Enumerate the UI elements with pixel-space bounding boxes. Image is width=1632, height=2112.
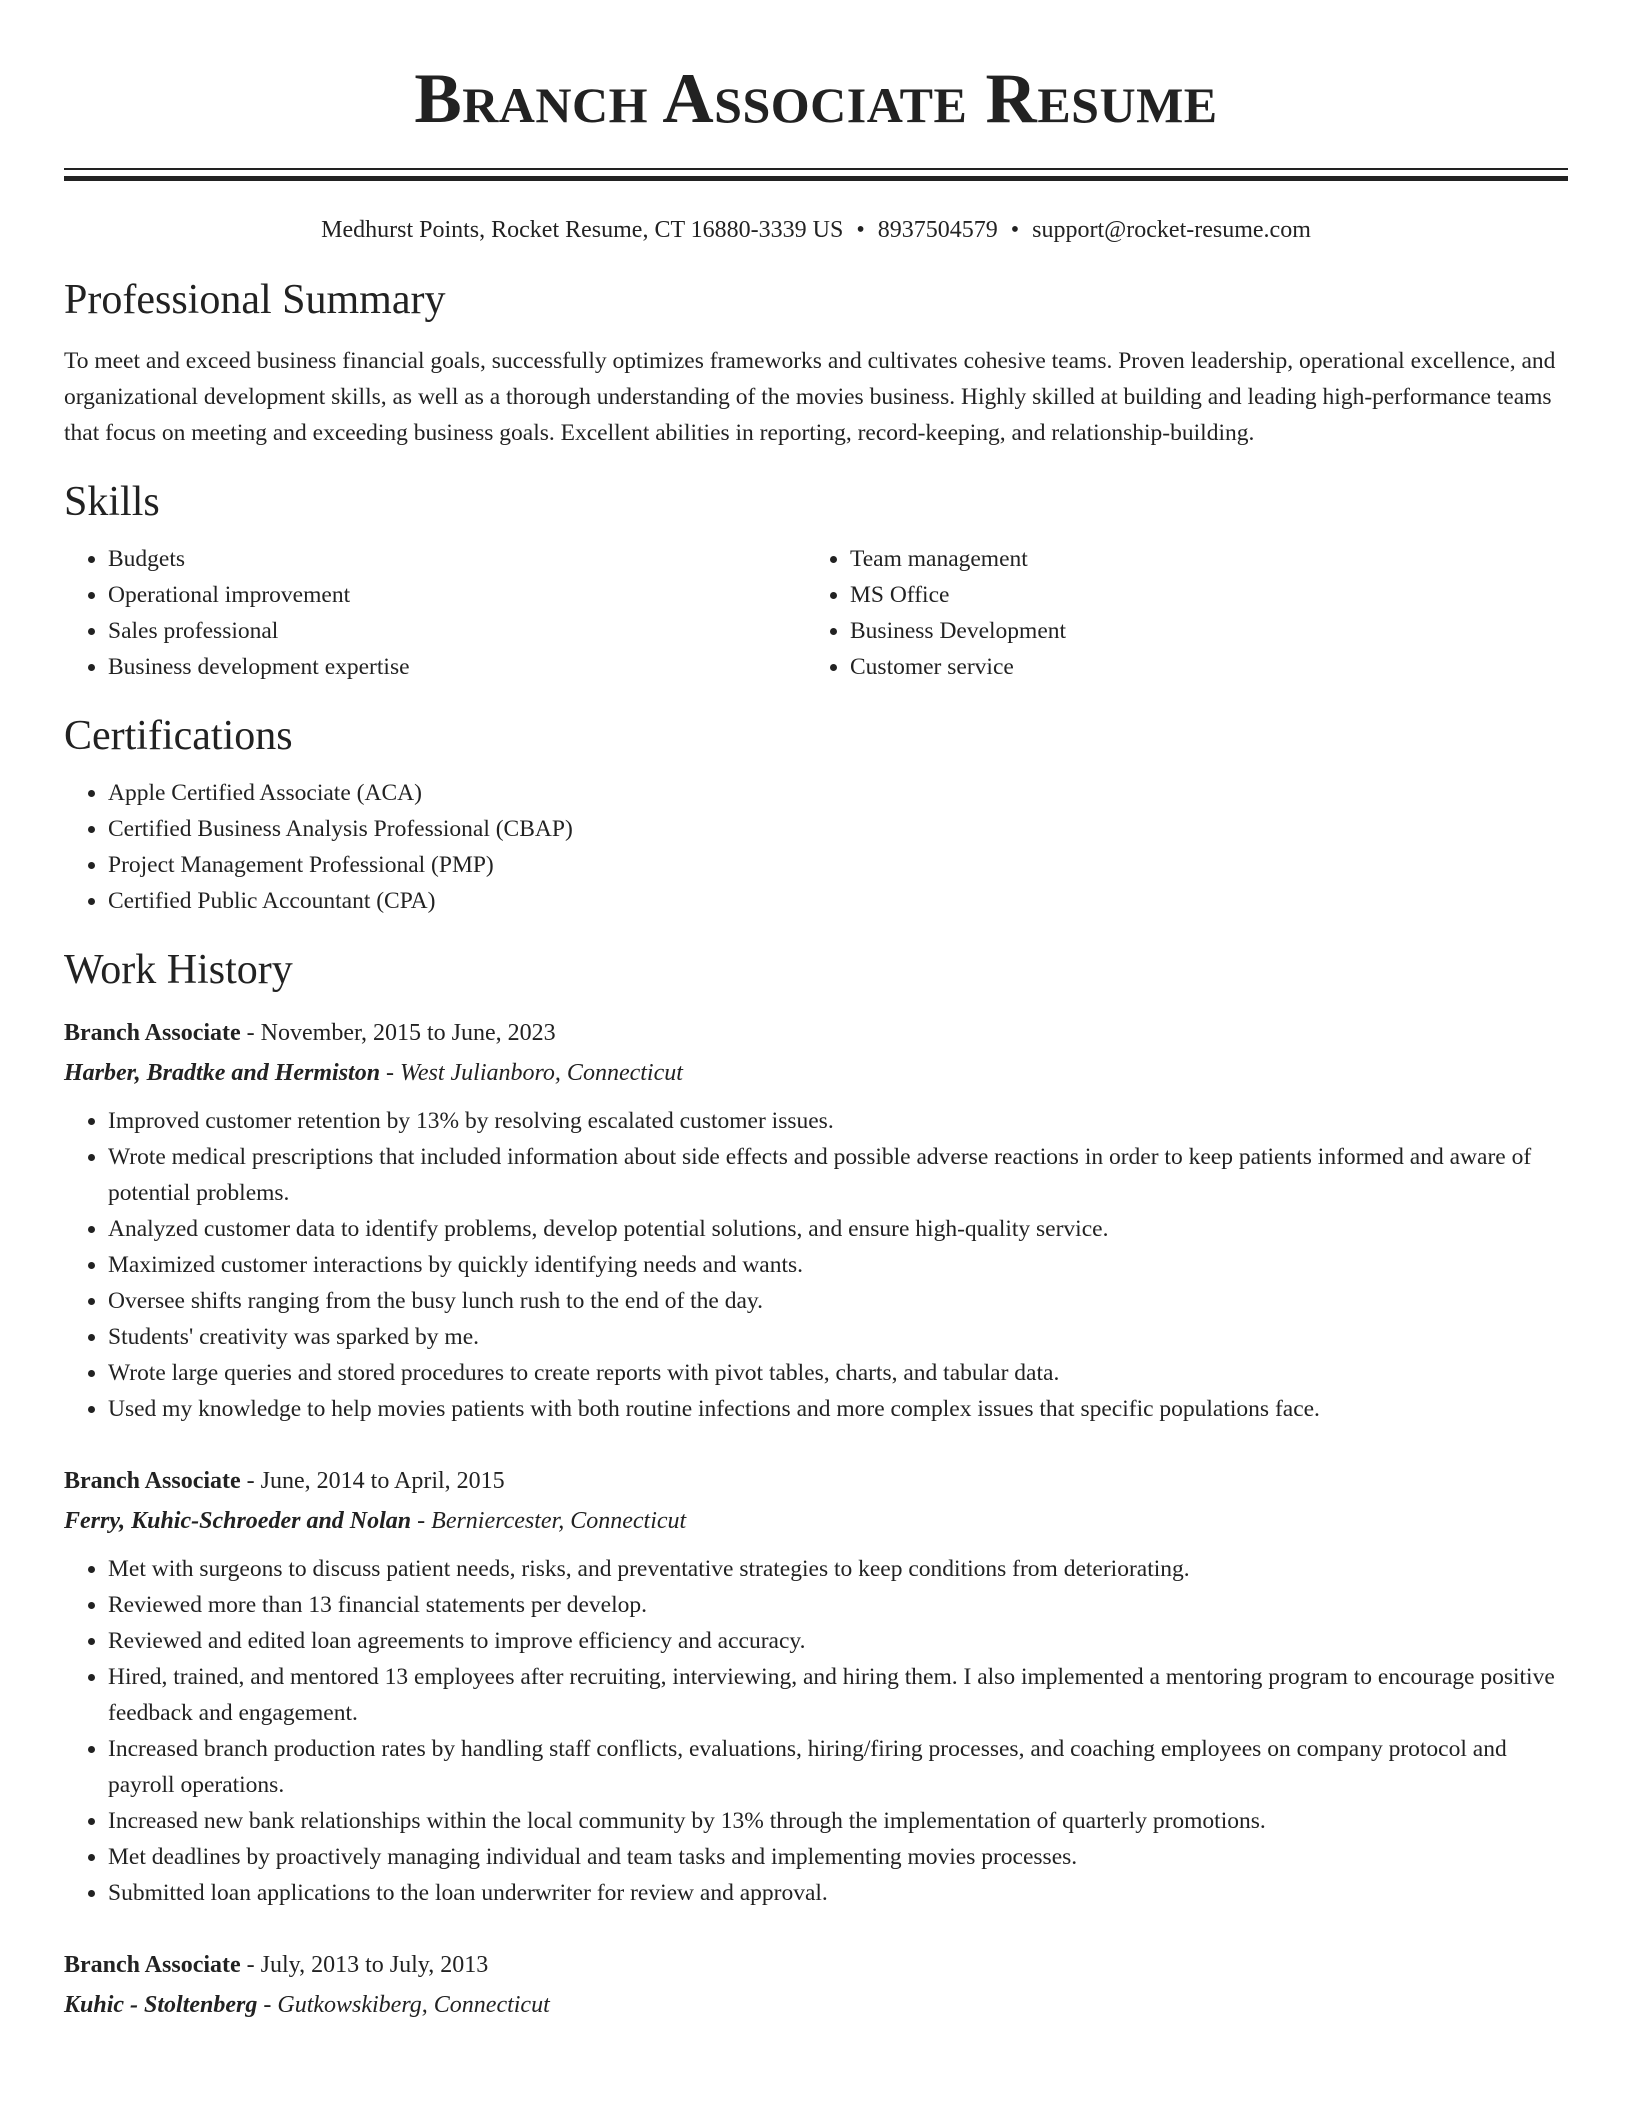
contact-address: Medhurst Points, Rocket Resume, CT 16880-3339 US bbox=[321, 217, 844, 243]
skill-item: • Customer service bbox=[850, 649, 1548, 685]
title-divider-thin bbox=[64, 168, 1568, 170]
job-bullets bbox=[64, 1103, 1568, 1427]
certifications-section bbox=[64, 711, 1568, 919]
job-entry bbox=[64, 1945, 1568, 2025]
job-dates: July, 2013 to July, 2013 bbox=[260, 1952, 489, 1978]
job-title-line: Branch Associate - June, 2014 to April, 2015 bbox=[64, 1468, 505, 1494]
job-company-line: Harber, Bradtke and Hermiston - West Julianboro, Connecticut bbox=[64, 1060, 683, 1086]
job-location: Gutkowskiberg, Connecticut bbox=[277, 1992, 550, 2018]
resume-page bbox=[64, 0, 1568, 2025]
skill-item: • Business Development bbox=[850, 613, 1548, 649]
page-title: Branch Associate Resume bbox=[414, 60, 1218, 138]
skills-list-left bbox=[64, 541, 806, 685]
job-bullet: • Increased branch production rates by handling staff conflicts, evaluations, hiring/firing processes, and coaching employees on company protocol and payroll operations. bbox=[108, 1731, 1568, 1803]
certification-item: • Apple Certified Associate (ACA) bbox=[108, 775, 1568, 811]
job-bullet: • Wrote large queries and stored procedures to create reports with pivot tables, charts, and tabular data. bbox=[108, 1355, 1568, 1391]
job-bullet: • Oversee shifts ranging from the busy lunch rush to the end of the day. bbox=[108, 1283, 1568, 1319]
job-title-line: Branch Associate - November, 2015 to June, 2023 bbox=[64, 1020, 556, 1046]
job-company-line: Ferry, Kuhic-Schroeder and Nolan - Berniercester, Connecticut bbox=[64, 1508, 687, 1534]
contact-line bbox=[64, 215, 1568, 245]
job-title: Branch Associate bbox=[64, 1468, 241, 1494]
summary-text: To meet and exceed business financial goals, successfully optimizes frameworks and cultivates cohesive teams. Proven leadership, operational excellence, and organizational development skills, as well as a thorough understanding of the movies business. Highly skilled at building and leading high-performance teams that focus on meeting and exceeding business goals. Excellent abilities in reporting, record-keeping, and relationship-building. bbox=[64, 348, 1556, 446]
skill-item: • Operational improvement bbox=[108, 577, 806, 613]
work-history-section bbox=[64, 945, 1568, 2025]
section-heading: Professional Summary bbox=[64, 277, 446, 323]
job-bullet: • Analyzed customer data to identify problems, develop potential solutions, and ensure high-quality service. bbox=[108, 1211, 1568, 1247]
summary-section bbox=[64, 275, 1568, 451]
job-dates: November, 2015 to June, 2023 bbox=[260, 1020, 556, 1046]
job-bullet: • Reviewed more than 13 financial statements per develop. bbox=[108, 1587, 1568, 1623]
skills-list-right bbox=[806, 541, 1548, 685]
job-bullet: • Wrote medical prescriptions that included information about side effects and possible adverse reactions in order to keep patients informed and aware of potential problems. bbox=[108, 1139, 1568, 1211]
contact-separator: • bbox=[1010, 217, 1020, 243]
job-bullet: • Improved customer retention by 13% by resolving escalated customer issues. bbox=[108, 1103, 1568, 1139]
job-bullet: • Increased new bank relationships within the local community by 13% through the implementation of quarterly promotions. bbox=[108, 1803, 1568, 1839]
job-bullet: • Maximized customer interactions by quickly identifying needs and wants. bbox=[108, 1247, 1568, 1283]
job-title: Branch Associate bbox=[64, 1020, 241, 1046]
title-divider-thick bbox=[64, 176, 1568, 181]
certifications-list bbox=[64, 775, 1568, 919]
job-bullet: • Submitted loan applications to the loan underwriter for review and approval. bbox=[108, 1875, 1568, 1911]
job-bullets bbox=[64, 1551, 1568, 1911]
skills-columns bbox=[64, 541, 1568, 685]
job-bullet: • Hired, trained, and mentored 13 employees after recruiting, interviewing, and hiring them. I also implemented a mentoring program to encourage positive feedback and engagement. bbox=[108, 1659, 1568, 1731]
section-heading: Skills bbox=[64, 479, 160, 525]
job-company: Ferry, Kuhic-Schroeder and Nolan bbox=[64, 1508, 412, 1534]
certification-item: • Project Management Professional (PMP) bbox=[108, 847, 1568, 883]
skill-item: • Budgets bbox=[108, 541, 806, 577]
job-location: Berniercester, Connecticut bbox=[431, 1508, 687, 1534]
certification-item: • Certified Business Analysis Professional (CBAP) bbox=[108, 811, 1568, 847]
skill-item: • MS Office bbox=[850, 577, 1548, 613]
job-entry bbox=[64, 1461, 1568, 1911]
contact-separator: • bbox=[856, 217, 865, 243]
job-title: Branch Associate bbox=[64, 1952, 241, 1978]
contact-email[interactable]: support@rocket-resume.com bbox=[1032, 217, 1311, 243]
skill-item: • Sales professional bbox=[108, 613, 806, 649]
certification-item: • Certified Public Accountant (CPA) bbox=[108, 883, 1568, 919]
job-bullet: • Reviewed and edited loan agreements to improve efficiency and accuracy. bbox=[108, 1623, 1568, 1659]
job-location: West Julianboro, Connecticut bbox=[400, 1060, 683, 1086]
job-company-line: Kuhic - Stoltenberg - Gutkowskiberg, Connecticut bbox=[64, 1992, 550, 2018]
skill-item: • Team management bbox=[850, 541, 1548, 577]
job-company: Kuhic - Stoltenberg bbox=[64, 1992, 258, 2018]
job-bullet: • Students' creativity was sparked by me. bbox=[108, 1319, 1568, 1355]
job-bullet: • Met with surgeons to discuss patient needs, risks, and preventative strategies to keep conditions from deteriorating. bbox=[108, 1551, 1568, 1587]
job-title-line: Branch Associate - July, 2013 to July, 2013 bbox=[64, 1952, 489, 1978]
job-bullet: • Used my knowledge to help movies patients with both routine infections and more complex issues that specific populations face. bbox=[108, 1391, 1568, 1427]
skill-item: • Business development expertise bbox=[108, 649, 806, 685]
contact-phone: 8937504579 bbox=[877, 217, 998, 243]
job-entry bbox=[64, 1013, 1568, 1427]
job-dates: June, 2014 to April, 2015 bbox=[260, 1468, 505, 1494]
job-company: Harber, Bradtke and Hermiston bbox=[64, 1060, 381, 1086]
skills-section bbox=[64, 477, 1568, 685]
section-heading: Certifications bbox=[64, 713, 293, 759]
section-heading: Work History bbox=[64, 947, 293, 993]
job-bullet: • Met deadlines by proactively managing individual and team tasks and implementing movies processes. bbox=[108, 1839, 1568, 1875]
